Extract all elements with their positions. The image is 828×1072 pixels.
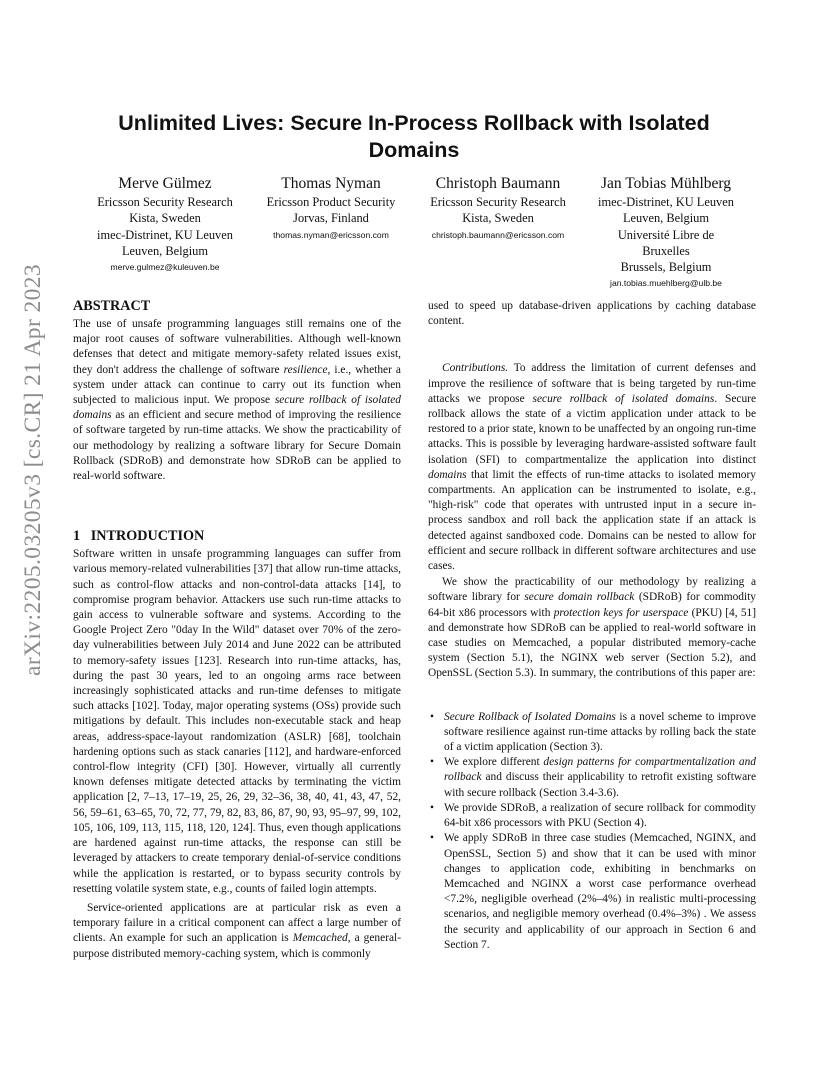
intro-paragraph: Software written in unsafe programming languages can suffer from various memory-related vulnerabilities [37] that allow run-time attacks, such as control-flow attacks and non-control-data attacks [14], to compromise program behavior. Attackers use such run-time attacks to gain access to vulnerable software and systems. According to the Google Project Zero "0day In the Wild" dataset over 70% of the zero-day vulnerabilities between July 2014 and June 2022 can be attributed to memory-safety issues [123]. Research into run-time attacks, has, during the past 30 years, led to an ongoing arms race between increasingly sophisticated attacks and run-time defenses to mitigate such attacks [102]. Today, major operating systems (OSs) provide such mitigations by default. This includes non-executable stack and heap areas, address-space-layout randomization (ASLR) [68], toolchain hardening options such as stack canaries [112], and hardware-enforced control-flow integrity (CFI) [30]. However, virtually all currently known defenses mitigate detected attacks by terminating the victim application [2, 7–13, 17–19, 25, 26, 29, 32–36, 38, 40, 41, 43, 47, 52, 56, 59–61, 63–65, 70, 72, 77, 79, 82, 83, 86, 87, 90, 93, 95–97, 99, 102, 105, 106, 109, 113, 115, 118, 120, 124]. Thus, even though applications are hardened against run-time attacks, the response can still be leveraged by attackers to create temporary denial-of-service conditions while the application is restarted, or to bypass security controls by resetting volatile system state, e.g., counts of failed login attempts. [73,548,401,895]
author-block [250,174,412,244]
bullet-icon: • [430,801,434,814]
paper-title: Unlimited Lives: Secure In-Process Rollback with Isolated Domains [118,111,710,162]
intro-paragraph: Service-oriented applications are at particular risk as even a temporary failure in a critical component can affect a large number of clients. An example for such an application is Memcached, a general-purpose distributed memory-caching system, which is commonly [73,901,401,960]
author-affiliation: Leuven, Belgium [121,243,209,258]
author-block [580,174,752,292]
author-affiliation: Ericsson Security Research [430,195,566,209]
author-affiliation: Jorvas, Finland [293,211,369,226]
arxiv-side-stamp: arXiv:2205.03205v3 [cs.CR] 21 Apr 2023 [20,263,46,676]
intro-continued: used to speed up database-driven applications by caching database content. [428,300,756,328]
contributions-paragraph: Contributions. To address the limitation of current defenses and improve the resilience of software that is being targeted by run-time attacks we propose secure rollback of isolated domains. Secure rollback allows the state of a victim application under attack to be restored to a prior state, known to be unaffected by an ongoing run-time attacks. This is possible by leveraging hardware-assisted software fault isolation (SFI) to compartmentalize the application into distinct domains that limit the effects of run-time attacks to isolated memory compartments. An application can be instrumented to isolate, e.g., "high-risk" code that operates with untrusted input in a secure in-process sandbox and roll back the application state if an attack is detected against sandboxed code. Domains can be nested to allow for efficient and secure rollback in different software architectures and use cases. [428,362,757,573]
abstract-heading: ABSTRACT [73,298,151,314]
abstract-text: The use of unsafe programming languages still remains one of the major root causes of software vulnerabilities. Although well-known defenses that detect and mitigate memory-safety related issues exist, they don't address the challenge of software resilience, i.e., whether a system under attack can continue to carry out its function when subjected to malicious input. We propose secure rollback of isolated domains as an efficient and secure method of improving the resilience of software targeted by run-time attacks. We show the practicability of our methodology by realizing a software library for Secure Domain Rollback (SDRoB) and demonstrate how SDRoB can be applied to real-world software. [73,318,401,483]
author-affiliation: Leuven, Belgium [622,211,710,226]
author-affiliation: Ericsson Product Security [266,195,396,209]
list-item: • We explore different design patterns for compartmentalization and rollback and discuss their applicability to retrofit existing software with secure rollback (Section 3.4-3.6). [430,756,756,799]
author-email[interactable]: thomas.nyman@ericsson.com [273,229,389,240]
author-email[interactable]: merve.gulmez@kuleuven.be [110,262,220,273]
author-affiliation: Brussels, Belgium [620,260,712,275]
author-name: Christoph Baumann [435,175,561,192]
contributions-paragraph: We show the practicability of our methodology by realizing a software library for secure domain rollback (SDRoB) for commodity 64-bit x86 processors with protection keys for userspace (PKU) [4, 51] and demonstrate how SDRoB can be applied to real-world software in case studies on Memcached, a popular distributed memory-cache system (Section 5.1), the NGINX web server (Section 5.2), and OpenSSL (Section 5.3). In summary, the contributions of this paper are: [428,576,757,680]
author-affiliation: Bruxelles [642,243,690,258]
author-block [410,174,586,244]
bullet-icon: • [430,710,434,723]
author-affiliation: imec-Distrinet, KU Leuven [598,195,734,209]
left-column [73,297,401,962]
bullet-icon: • [430,756,434,769]
author-affiliation: Ericsson Security Research [97,195,233,209]
intro-heading: 1 INTRODUCTION [73,528,205,545]
list-item: • We apply SDRoB in three case studies (Memcached, NGINX, and OpenSSL, Section 5) and show that it can be used with minor changes to application code, exhibiting in benchmarks on Memcached and NGINX a worst case performance overhead <7.2%, negligible overhead (2%–4%) in realistic multi-processing scenarios, and negligible memory overhead (0.4%–3%) . We assess the security and applicability of our approach in Section 6 and Section 7. [430,832,756,951]
author-block [70,174,260,276]
right-column [428,299,756,953]
author-email[interactable]: christoph.baumann@ericsson.com [431,229,565,240]
author-affiliation: imec-Distrinet, KU Leuven [97,227,233,242]
list-item: • We provide SDRoB, a realization of secure rollback for commodity 64-bit x86 processors with PKU (Section 4). [430,801,756,830]
author-name: Merve Gülmez [118,175,212,192]
list-item: • Secure Rollback of Isolated Domains is a novel scheme to improve software resilience against run-time attacks by rolling back the state of a victim application (Section 3). [430,710,756,754]
author-affiliation: Kista, Sweden [129,211,201,226]
author-name: Jan Tobias Mühlberg [600,175,732,192]
author-email[interactable]: jan.tobias.muehlberg@ulb.be [610,278,722,289]
author-affiliation: Université Libre de [617,227,715,242]
author-name: Thomas Nyman [281,175,381,192]
bullet-icon: • [430,832,434,845]
contributions-list [428,710,756,953]
author-affiliation: Kista, Sweden [462,211,534,226]
